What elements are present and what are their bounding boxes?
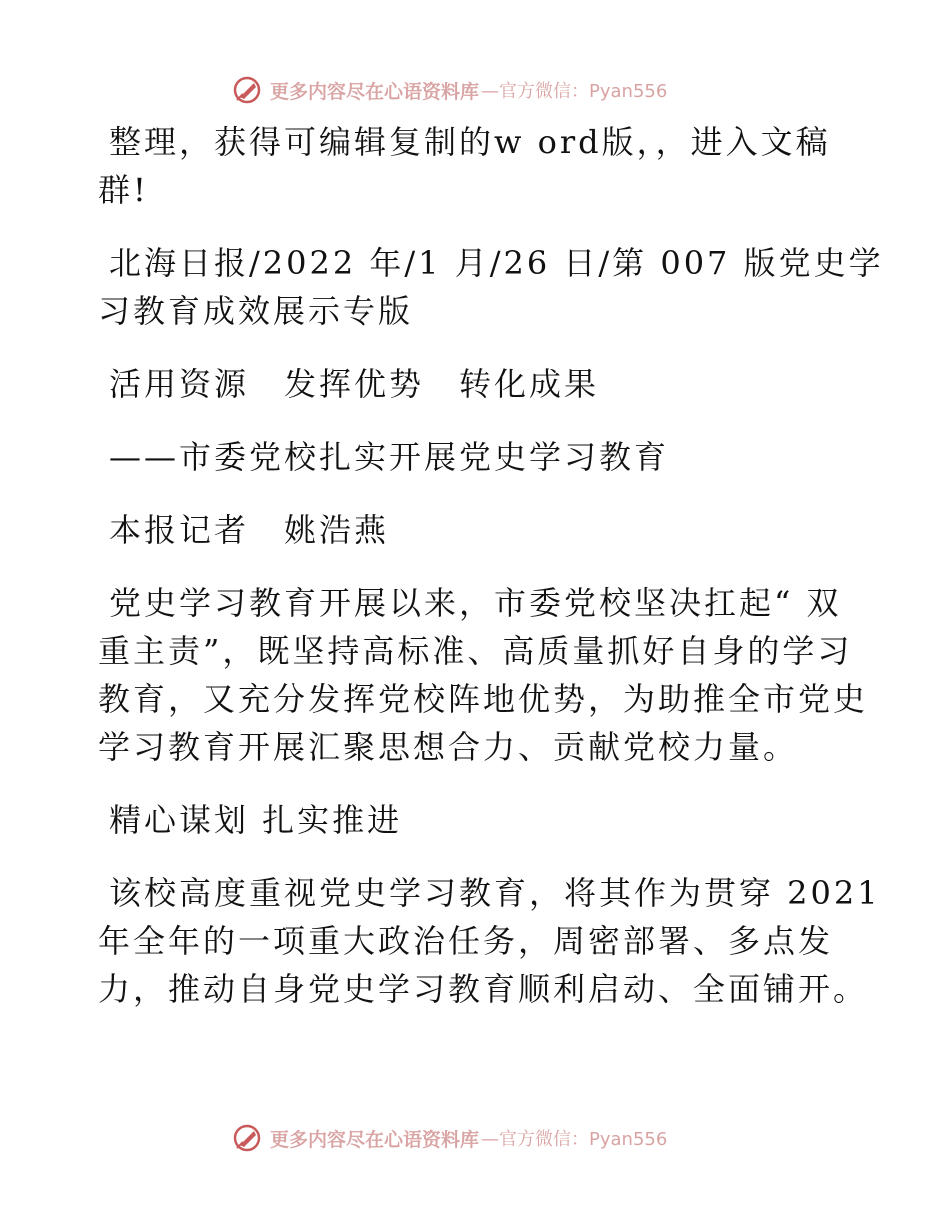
text-line: 力，推动自身党史学习教育顺利启动、全面铺开。	[98, 970, 869, 1008]
article-subtitle	[98, 433, 858, 481]
paragraph-body	[98, 869, 881, 1013]
watermark-main-text: 更多内容尽在心语资料库	[270, 80, 480, 103]
watermark-banner-bottom	[232, 1120, 712, 1156]
article-byline	[98, 506, 858, 554]
watermark-sub-text: —官方微信：Pyan556	[481, 1129, 668, 1150]
text-line: 重主责”，既坚持高标准、高质量抓好自身的学习	[98, 632, 853, 670]
text-line: 教育，又充分发挥党校阵地优势，为助推全市党史	[98, 680, 869, 718]
text-line: 整理，获得可编辑复制的w ord版，，进入文稿	[109, 123, 831, 161]
paragraph-intro	[98, 118, 858, 214]
text-line: 活用资源 发挥优势 转化成果	[109, 365, 600, 403]
text-line: 学习教育开展汇聚思想合力、贡献党校力量。	[98, 728, 799, 766]
text-line: 精心谋划 扎实推进	[109, 801, 403, 839]
section-heading	[98, 796, 858, 844]
text-line: ——市委党校扎实开展党史学习教育	[109, 438, 670, 476]
text-line: 年全年的一项重大政治任务，周密部署、多点发	[98, 922, 834, 960]
text-line: 党史学习教育开展以来，市委党校坚决扛起“ 双	[109, 584, 842, 622]
text-line: 习教育成效展示专版	[98, 292, 414, 330]
paragraph-source	[98, 239, 884, 335]
watermark-sub-text: —官方微信：Pyan556	[481, 81, 668, 102]
quill-logo-icon	[232, 1123, 262, 1153]
document-body	[98, 118, 884, 1038]
text-line: 该校高度重视党史学习教育，将其作为贯穿 2021	[109, 874, 881, 912]
text-line: 北海日报/2022 年/1 月/26 日/第 007 版党史学	[109, 244, 884, 282]
text-line: 群!	[98, 171, 149, 209]
paragraph-lead	[98, 579, 869, 771]
quill-logo-icon	[232, 75, 262, 105]
watermark-banner-top	[232, 72, 712, 108]
text-line: 本报记者 姚浩燕	[109, 511, 390, 549]
watermark-main-text: 更多内容尽在心语资料库	[270, 1128, 480, 1151]
article-title	[98, 360, 858, 408]
